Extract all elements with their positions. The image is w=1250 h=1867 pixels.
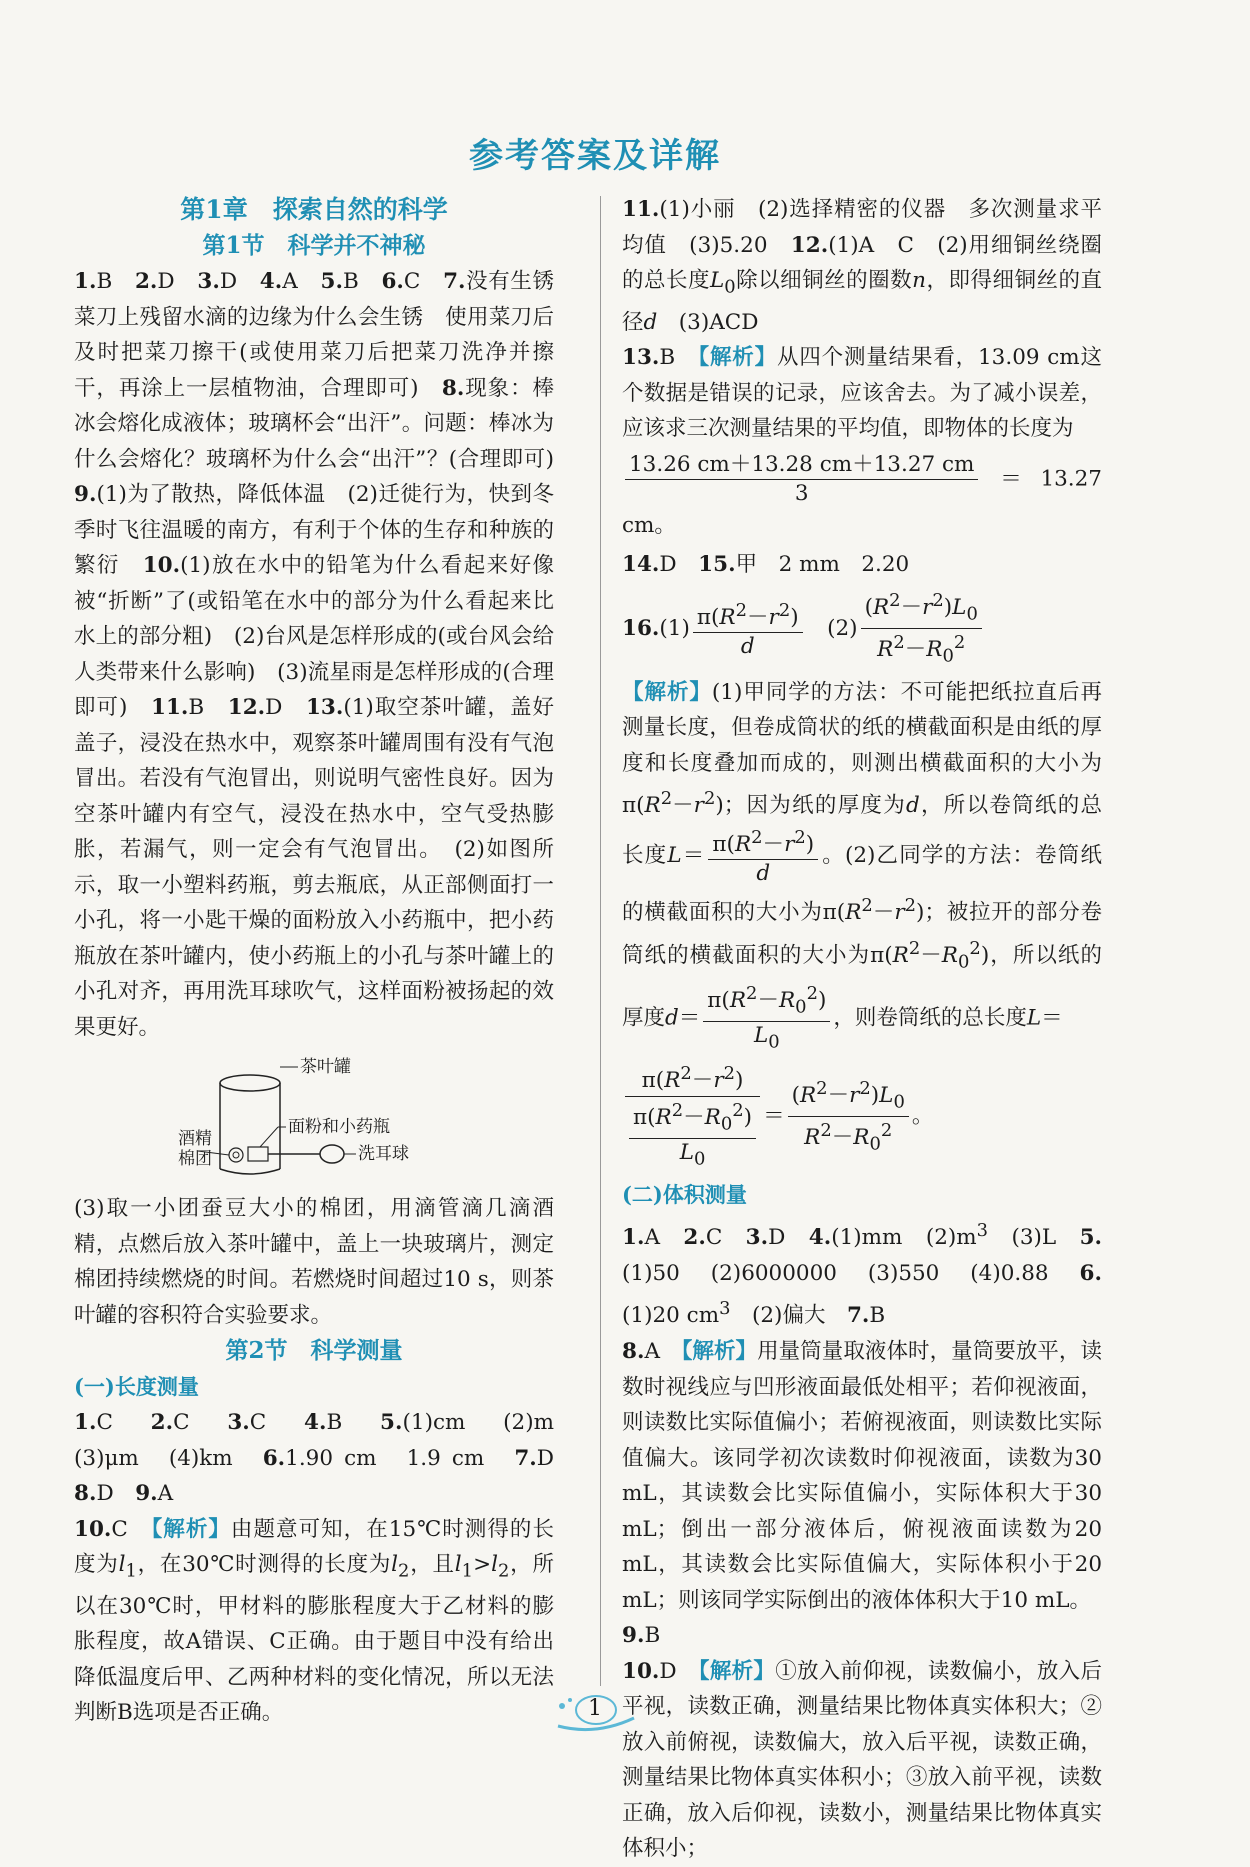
subsection-length: (一)长度测量 [74,1374,199,1399]
analysis-paragraph: 8.A 【解析】用量筒量取液体时，量筒要放平，读数时视线应与凹形液面最低处相平；若仰视液面，则读数比实际值偏小；若俯视液面，则读数比实际值偏大。该同学初次读数时仰视液面，读数为30 mL，其读数会比实际值偏小，实际体积大于30 mL；倒出一部分液体后，俯视液面读数为20 mL，其读数会比实际值偏大，实际体积小于20 mL；则该同学实际倒出的液体体积大于10 mL。 [622,1339,1102,1613]
analysis-paragraph: 【解析】(1)甲同学的方法：不可能把纸拉直后再测量长度，但卷成筒状的纸的横截面积是由纸的厚度和长度叠加而成的，则测出横截面积的大小为$\pi(R^2-r^2)$；因为纸的厚度为d，所以卷筒纸的总长度L＝ $\frac{\pi(R^2-r^2)}{d}$ 。(2)乙同学的方法：卷筒纸的横截面积的大小为$\pi(R^2-r^2)$；被拉开的部分卷筒纸的横截面积的大小为$\pi(R^2-R_0^2)$，所以纸的厚度d＝ $\frac{\pi(R^2-R_0^2)}{L_0}$ ，则卷筒纸的总长度L＝ [622,679,1102,1053]
answer-paragraph: 11.(1)小丽 (2)选择精密的仪器 多次测量求平均值 (3)5.20 12.(1)A C (2)用细铜丝绕圈的总长度$L_0$除以细铜丝的圈数n，即得细铜丝的直径d (3)ACD [622,197,1103,335]
page-number: 1 [588,1696,602,1721]
left-column [74,192,576,1731]
column-divider [600,196,601,1686]
analysis-paragraph: 10.D 【解析】①放入前仰视，读数偏小，放入后平视，读数正确，测量结果比物体真实体积大；②放入前俯视，读数偏大，放入后平视，读数正确，测量结果比物体真实体积小；③放入前平视，读数正确，放入后仰视，读数小，测量结果比物体真实体积小； [622,1658,1102,1862]
answer-paragraph: 1.B 2.D 3.D 4.A 5.B 6.C 7.没有生锈 菜刀上残留水滴的边缘为什么会生锈 使用菜刀后及时把菜刀擦干(或使用菜刀后把菜刀洗净并擦干，再涂上一层植物油，合理即可) 8.现象：棒冰会熔化成液体；玻璃杯会“出汗”。问题：棒冰为什么会熔化？玻璃杯为什么会“出汗”？(合理即可) 9.(1)为了散热，降低体温 (2)迁徙行为，快到冬季时飞往温暖的南方，有利于个体的生存和种族的繁衍 10.(1)放在水中的铅笔为什么看起来好像被“折断”了(或铅笔在水中的部分为什么看起来比水上的部分粗) (2)台风是怎样形成的(或台风会给人类带来什么影响) (3)流星雨是怎样形成的(合理即可) 11.B 12.D 13.(1)取空茶叶罐，盖好盖子，浸没在热水中，观察茶叶罐周围有没有气泡冒出。若没有气泡冒出，则说明气密性良好。因为空茶叶罐内有空气，浸没在热水中，空气受热膨胀，若漏气，则一定会有气泡冒出。 (2)如图所示，取一小塑料药瓶，剪去瓶底，从正部侧面打一小孔，将一小匙干燥的面粉放入小药瓶中，把小药瓶放在茶叶罐内，使小药瓶上的小孔与茶叶罐上的小孔对齐，再用洗耳球吹气，这样面粉被扬起的效果更好。 [74,269,576,1040]
equation-average: $\frac{13.26 cm+13.28 cm+13.27 cm}{3}$ ＝13.27 cm。 [622,451,1102,538]
answer-paragraph: 1.C 2.C 3.C 4.B 5.(1)cm (2)m (3)μm (4)km 6.1.90 cm 1.9 cm 7.D 8.D 9.A [74,1410,576,1506]
answer-paragraph: 1.A 2.C 3.D 4.(1)mm $(2)m^3$ (3)L 5.(1)50 (2)6000000 (3)550 (4)0.88 6.(1)20 $cm^3$ (2)偏大 7.B [622,1220,1103,1329]
answer-paragraph: 9.B [622,1623,661,1649]
right-column [622,192,1102,1867]
answer-paragraph: (3)取一小团蚕豆大小的棉团，用滴管滴几滴酒精，点燃后放入茶叶罐中，盖上一块玻璃片，测定棉团持续燃烧的时间。若燃烧时间超过10 s，则茶叶罐的容积符合实验要求。 [74,1196,554,1328]
section-heading-1: 第1节 科学并不神秘 [202,232,426,259]
page-number-badge [548,1688,644,1734]
answer-paragraph: 14.D 15.甲 2 mm 2.20 [622,552,910,578]
label-tea-can: 茶叶罐 [300,1057,351,1077]
label-ear-bulb: 洗耳球 [358,1144,409,1164]
section-heading-2: 第2节 科学测量 [225,1337,403,1364]
label-alcohol-cotton: 酒精 棉团 [178,1129,212,1169]
answer-paragraph: 10.C 【解析】由题意可知，在15℃时测得的长度为$l_1$，在30℃时测得的长度为$l_2$，且$l_1>l_2$，所以在30℃时，甲材料的膨胀程度大于乙材料的膨胀程度，故A错误、C正确。由于题目中没有给出降低温度后甲、乙两种材料的变化情况，所以无法判断B选项是否正确。 [74,1516,554,1726]
tea-can-figure [74,1051,554,1187]
equation-length: $\frac{\pi(R^2-r^2)}{\frac{\pi(R^2-R_0^2)}{L_0}}$ ＝ $\frac{(R^2-r^2)L_0}{R^2-R_0^2}$ 。 [622,1060,1102,1173]
chapter-heading: 第1章 探索自然的科学 [180,195,448,224]
page-title: 参考答案及详解 [469,136,721,176]
answer-paragraph: 16.(1) $\frac{\pi(R^2-r^2)}{d}$ (2) $\frac{(R^2-r^2)L_0}{R^2-R_0^2}$ [622,587,1102,671]
subsection-volume: (二)体积测量 [622,1182,747,1208]
label-flour-bottle: 面粉和小药瓶 [288,1117,390,1137]
answer-paragraph: 13.B 【解析】从四个测量结果看，13.09 cm这个数据是错误的记录，应该舍去。为了减小误差，应该求三次测量结果的平均值，即物体的长度为 [622,345,1102,442]
